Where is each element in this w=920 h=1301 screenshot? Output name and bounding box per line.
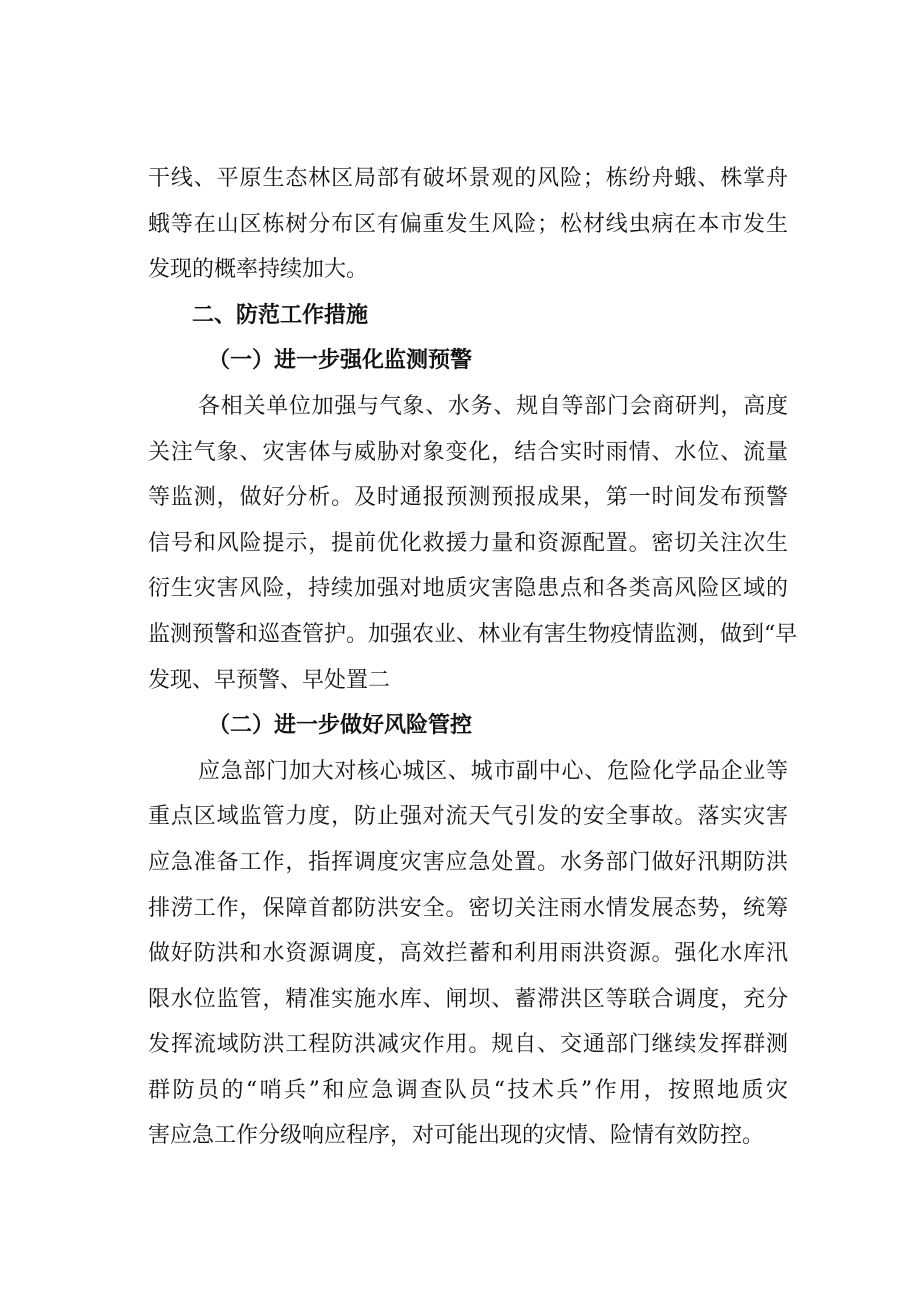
paragraph-line: 蛾等在山区栋树分布区有偏重发生风险；松材线虫病在本市发生 — [148, 211, 788, 237]
paragraph-line: 衍生灾害风险，持续加强对地质灾害隐患点和各类高风险区域的 — [148, 576, 788, 602]
document-body — [148, 156, 798, 1159]
section-heading: 二、防范工作措施 — [192, 302, 369, 328]
paragraph-line: 做好防洪和水资源调度，高效拦蓄和利用雨洪资源。强化水库汛 — [148, 941, 788, 967]
paragraph-line: 重点区域监管力度，防止强对流天气引发的安全事故。落实灾害 — [148, 804, 788, 830]
intro-paragraph — [148, 156, 788, 293]
paragraph-line: 排涝工作，保障首都防洪安全。密切关注雨水情发展态势，统筹 — [148, 895, 788, 921]
paragraph-line: 监测预警和巡查管护。加强农业、林业有害生物疫情监测，做到“早 — [148, 621, 798, 647]
paragraph-line: 各相关单位加强与气象、水务、规自等部门会商研判，高度 — [198, 393, 788, 419]
paragraph-line: 发现的概率持续加大。 — [148, 257, 369, 283]
paragraph-line: 发挥流域防洪工程防洪减灾作用。规自、交通部门继续发挥群测 — [148, 1032, 788, 1058]
paragraph-line: 应急部门加大对核心城区、城市副中心、危险化学品企业等 — [198, 758, 788, 784]
paragraph-line: 应急准备工作，指挥调度灾害应急处置。水务部门做好汛期防洪 — [148, 849, 788, 875]
subsection-heading-1: （一）进一步强化监测预警 — [208, 348, 473, 374]
paragraph-line: 干线、平原生态林区局部有破坏景观的风险；栋纷舟蛾、株掌舟 — [148, 166, 788, 191]
subsection-2-paragraph — [148, 749, 788, 1159]
paragraph-line: 关注气象、灾害体与威胁对象变化，结合实时雨情、水位、流量 — [148, 439, 788, 465]
paragraph-line: 群防员的“哨兵”和应急调查队员“技术兵”作用，按照地质灾 — [148, 1077, 788, 1103]
subsection-1-paragraph — [148, 384, 798, 703]
paragraph-line: 信号和风险提示，提前优化救援力量和资源配置。密切关注次生 — [148, 530, 788, 556]
paragraph-line: 限水位监管，精准实施水库、闸坝、蓄滞洪区等联合调度，充分 — [148, 986, 788, 1012]
paragraph-line: 害应急工作分级响应程序，对可能出现的灾情、险情有效防控。 — [148, 1123, 765, 1149]
paragraph-line: 等监测，做好分析。及时通报预测预报成果，第一时间发布预警 — [148, 485, 788, 511]
paragraph-line: 发现、早预警、早处置二 — [148, 667, 391, 693]
subsection-heading-2: （二）进一步做好风险管控 — [208, 713, 473, 739]
